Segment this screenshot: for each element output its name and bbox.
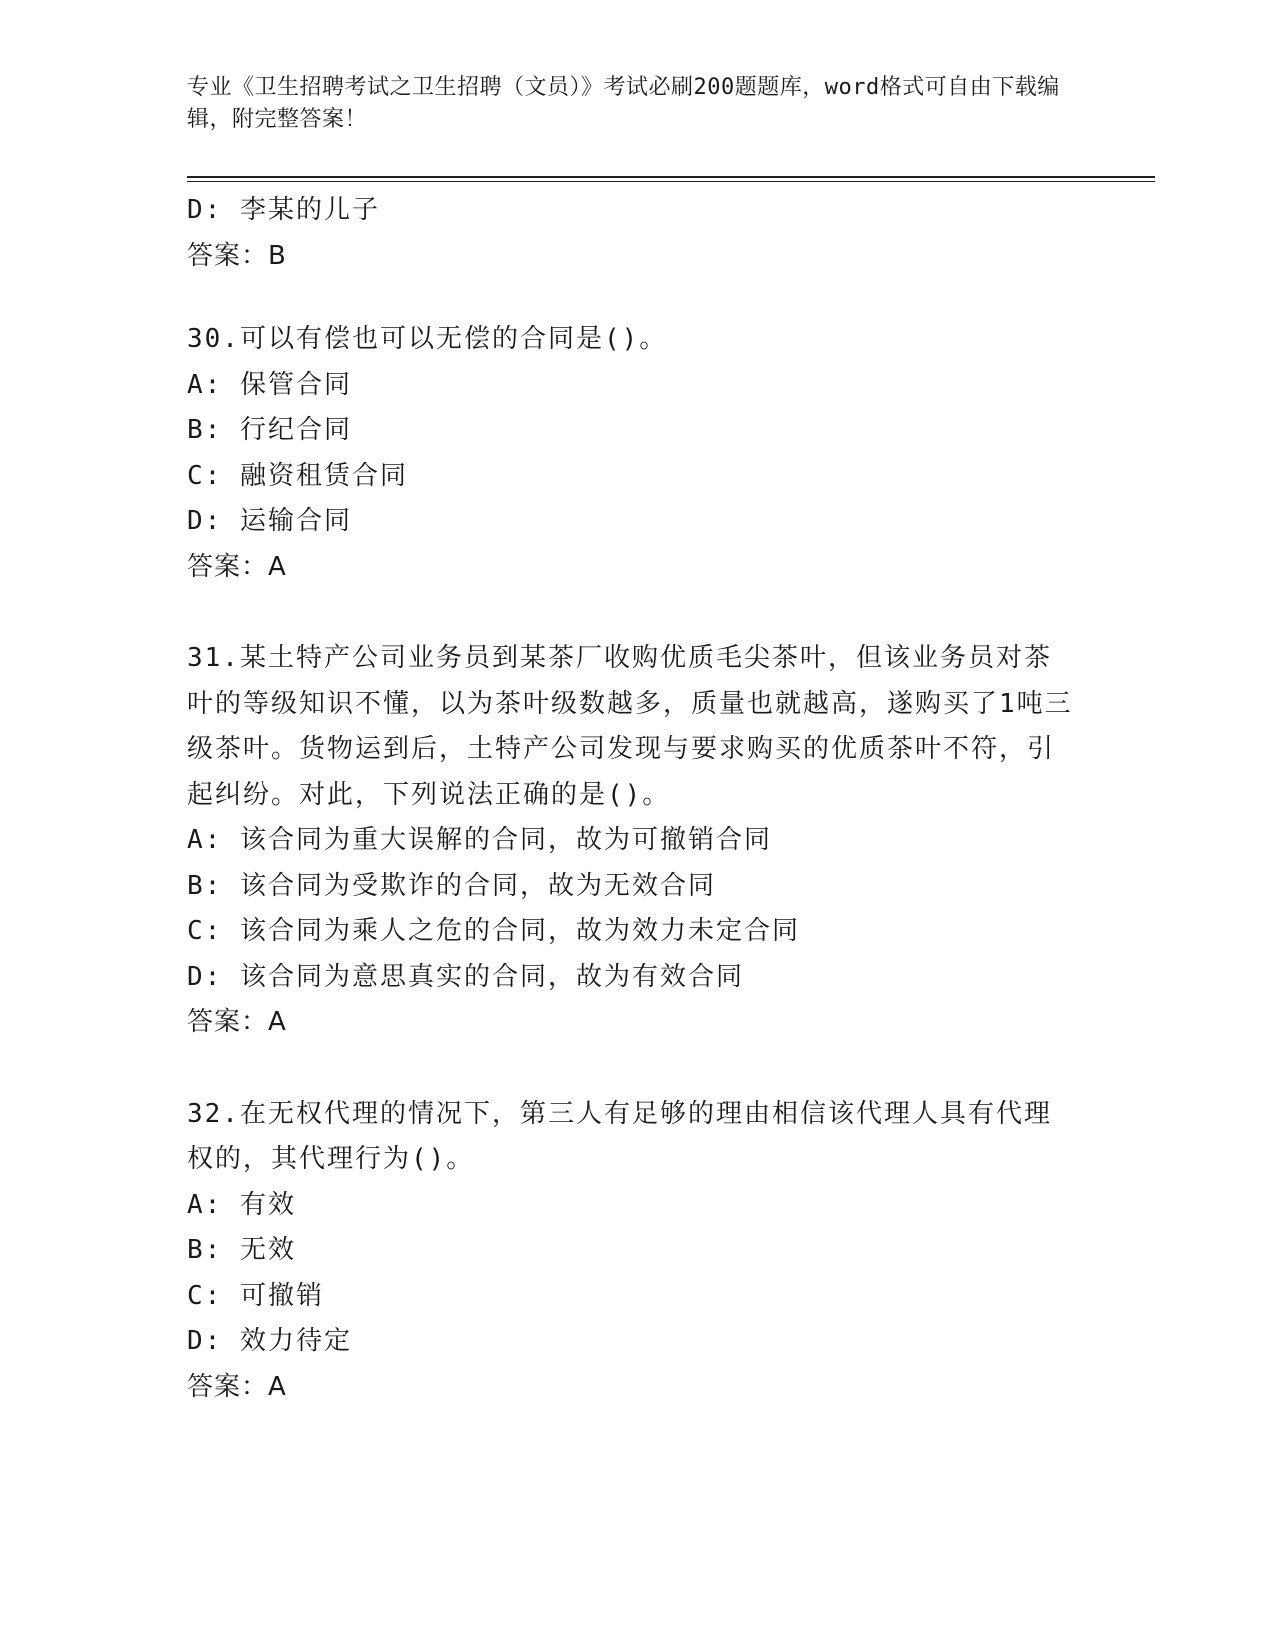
question-option-a: A: 有效 — [187, 1189, 296, 1220]
question-option-c: C: 该合同为乘人之危的合同，故为效力未定合同 — [187, 916, 800, 946]
question-option-a: A: 该合同为重大误解的合同，故为可撤销合同 — [187, 825, 772, 855]
question-stem: 32.在无权代理的情况下，第三人有足够的理由相信该代理人具有代理权的，其代理行为()。 — [187, 1098, 1052, 1174]
question-stem: 31.某土特产公司业务员到某茶厂收购优质毛尖茶叶，但该业务员对茶叶的等级知识不懂，以为茶叶级数越多，质量也就越高，遂购买了1吨三级茶叶。货物运到后，土特产公司发现与要求购买的优质茶叶不符，引起纠纷。对此，下列说法正确的是()。 — [187, 643, 1073, 810]
question-32 — [187, 1092, 1087, 1411]
question-option-b: B: 无效 — [187, 1235, 296, 1265]
document-header: 专业《卫生招聘考试之卫生招聘（文员）》考试必刷200题题库，word格式可自由下载编辑，附完整答案！ — [187, 75, 1060, 132]
question-content — [187, 188, 1087, 1410]
question-option-d: D: 效力待定 — [187, 1326, 352, 1356]
question-answer: 答案：A — [187, 1007, 287, 1037]
header-rule-thick — [187, 176, 1155, 178]
question-option-d: D: 李某的儿子 — [187, 195, 380, 225]
spacer — [187, 279, 1087, 317]
question-option-b: B: 该合同为受欺诈的合同，故为无效合同 — [187, 870, 716, 901]
spacer — [187, 1046, 1087, 1092]
question-option-c: C: 融资租赁合同 — [187, 460, 408, 491]
question-31 — [187, 636, 1087, 1046]
question-option-d: D: 该合同为意思真实的合同，故为有效合同 — [187, 961, 744, 992]
question-option-a: A: 保管合同 — [187, 369, 352, 400]
question-stem: 30.可以有偿也可以无偿的合同是()。 — [187, 324, 668, 354]
question-option-d: D: 运输合同 — [187, 506, 352, 536]
question-answer: 答案：B — [187, 240, 287, 271]
header-rule-thin — [187, 181, 1155, 182]
question-29-tail — [187, 188, 1087, 279]
question-option-b: B: 行纪合同 — [187, 415, 352, 445]
question-answer: 答案：A — [187, 1371, 287, 1402]
question-30 — [187, 317, 1087, 590]
question-answer: 答案：A — [187, 551, 287, 582]
spacer — [187, 590, 1087, 636]
question-option-c: C: 可撤销 — [187, 1280, 324, 1311]
